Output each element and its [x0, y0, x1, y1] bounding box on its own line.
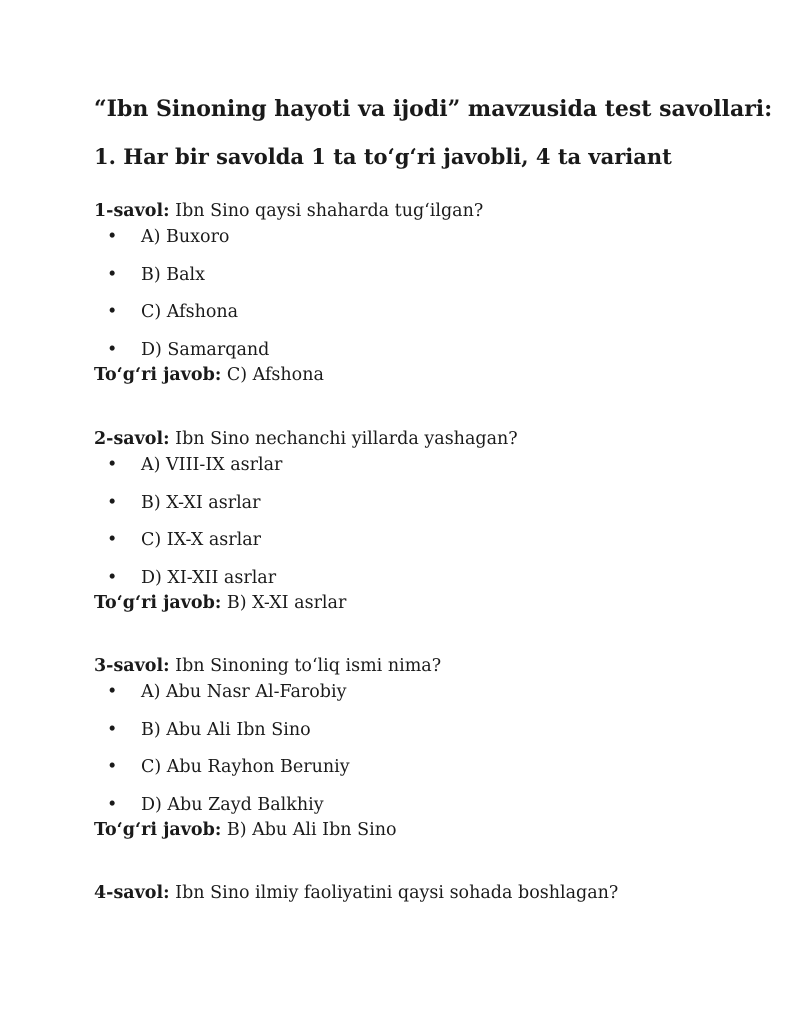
option-text: D) Samarqand — [141, 339, 270, 360]
bullet-icon: • — [107, 227, 118, 247]
question-4 — [94, 880, 774, 906]
option-text: C) IX-X asrlar — [141, 530, 262, 550]
list-item — [94, 452, 774, 490]
question-block-3 — [94, 653, 774, 843]
list-item — [94, 337, 774, 375]
question-label: 3-savol: — [94, 656, 170, 676]
option-list — [94, 224, 774, 374]
page-title: “Ibn Sinoning hayoti va ijodi” mavzusida test savollari: — [94, 96, 773, 122]
list-item — [94, 565, 774, 603]
bullet-icon: • — [107, 757, 118, 777]
bullet-icon: • — [107, 567, 118, 588]
option-text: A) Buxoro — [141, 227, 230, 247]
question-block-2 — [94, 426, 774, 616]
bullet-icon: • — [107, 794, 118, 815]
answer-text: B) X-XI asrlar — [221, 593, 347, 613]
list-item — [94, 224, 774, 262]
list-item — [94, 717, 774, 755]
option-list — [94, 679, 774, 829]
bullet-icon: • — [107, 302, 118, 322]
bullet-icon: • — [107, 530, 118, 550]
list-item — [94, 527, 774, 565]
question-2 — [94, 426, 774, 452]
list-item — [94, 262, 774, 300]
option-text: A) VIII-IX asrlar — [141, 455, 283, 475]
list-item — [94, 679, 774, 717]
bullet-icon: • — [107, 682, 118, 702]
option-text: C) Abu Rayhon Beruniy — [141, 757, 350, 777]
option-text: D) XI-XII asrlar — [141, 567, 277, 588]
question-text: Ibn Sinoning to‘liq ismi nima? — [169, 656, 442, 676]
answer-label: To‘g‘ri javob: — [94, 820, 222, 840]
question-3 — [94, 653, 774, 679]
answer-label: To‘g‘ri javob: — [94, 593, 222, 613]
question-block-1 — [94, 198, 774, 388]
option-text: B) Balx — [141, 264, 206, 285]
question-text: Ibn Sino qaysi shaharda tug‘ilgan? — [169, 201, 484, 221]
option-text: C) Afshona — [141, 302, 239, 322]
question-text: Ibn Sino nechanchi yillarda yashagan? — [169, 429, 518, 449]
answer-label: To‘g‘ri javob: — [94, 365, 222, 385]
question-text: Ibn Sino ilmiy faoliyatini qaysi sohada boshlagan? — [169, 883, 619, 903]
list-item — [94, 490, 774, 528]
option-text: B) Abu Ali Ibn Sino — [141, 719, 311, 740]
bullet-icon: • — [107, 264, 118, 285]
list-item — [94, 299, 774, 337]
question-1 — [94, 198, 774, 224]
bullet-icon: • — [107, 455, 118, 475]
option-text: D) Abu Zayd Balkhiy — [141, 794, 324, 815]
question-label: 2-savol: — [94, 429, 170, 449]
answer-text: C) Afshona — [221, 365, 324, 385]
question-block-4 — [94, 880, 774, 906]
bullet-icon: • — [107, 339, 118, 360]
option-list — [94, 452, 774, 602]
question-label: 1-savol: — [94, 201, 170, 221]
option-text: B) X-XI asrlar — [141, 492, 261, 513]
question-label: 4-savol: — [94, 883, 170, 903]
section-heading: 1. Har bir savolda 1 ta to‘g‘ri javobli, 4 ta variant — [94, 144, 672, 169]
list-item — [94, 792, 774, 830]
bullet-icon: • — [107, 492, 118, 513]
bullet-icon: • — [107, 719, 118, 740]
option-text: A) Abu Nasr Al-Farobiy — [141, 682, 347, 702]
list-item — [94, 754, 774, 792]
answer-text: B) Abu Ali Ibn Sino — [221, 820, 397, 840]
